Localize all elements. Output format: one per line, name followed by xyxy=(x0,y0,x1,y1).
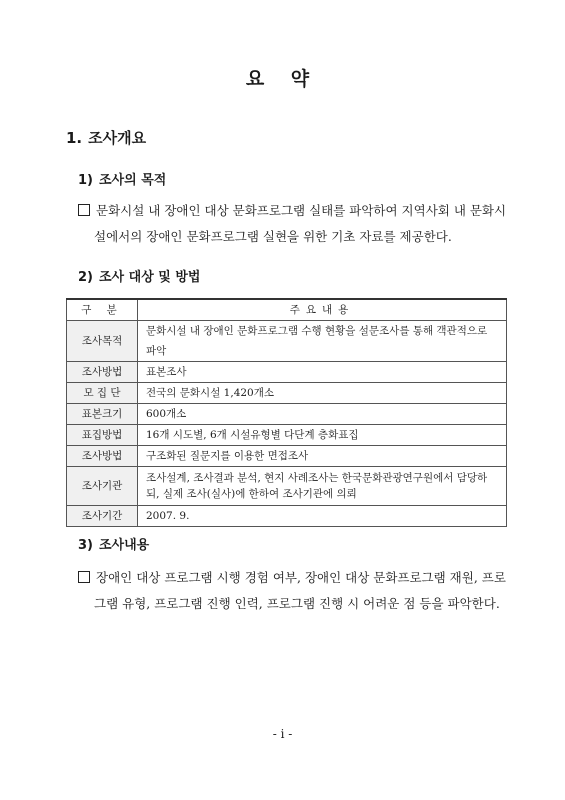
purpose-paragraph xyxy=(78,198,508,250)
table-row xyxy=(67,467,507,506)
content-paragraph xyxy=(78,565,508,617)
subsection-number: 3) xyxy=(78,538,93,553)
page-number: - i - xyxy=(272,727,293,741)
row-label: 모 집 단 xyxy=(67,383,138,404)
subsection-number: 1) xyxy=(78,173,93,188)
table-header-category: 구 분 xyxy=(67,299,138,321)
subsection-heading-method xyxy=(78,266,200,285)
row-value: 문화시설 내 장애인 문화프로그램 수행 현황을 설문조사를 통해 객관적으로 파악 xyxy=(138,321,507,362)
row-label: 조사목적 xyxy=(67,321,138,362)
row-label: 조사기관 xyxy=(67,467,138,506)
table-row xyxy=(67,425,507,446)
table-row xyxy=(67,383,507,404)
subsection-label: 조사 대상 및 방법 xyxy=(99,270,201,285)
table-header-row xyxy=(67,299,507,321)
checkbox-bullet-icon xyxy=(78,571,90,583)
row-label: 표집방법 xyxy=(67,425,138,446)
row-value: 구조화된 질문지를 이용한 면접조사 xyxy=(138,446,507,467)
subsection-number: 2) xyxy=(78,270,93,285)
table-row xyxy=(67,321,507,362)
row-label: 조사기간 xyxy=(67,506,138,527)
row-value: 표본조사 xyxy=(138,362,507,383)
section-heading-overview xyxy=(66,127,146,148)
row-value: 600개소 xyxy=(138,404,507,425)
row-label: 조사방법 xyxy=(67,362,138,383)
table-row xyxy=(67,446,507,467)
row-label: 조사방법 xyxy=(67,446,138,467)
subsection-label: 조사내용 xyxy=(99,538,150,553)
survey-summary-table xyxy=(66,298,507,527)
row-value: 조사설계, 조사결과 분석, 현지 사례조사는 한국문화관광연구원에서 담당하되, 실제 조사(실사)에 한하여 조사기관에 의뢰 xyxy=(138,467,507,506)
content-text-line2: 그램 유형, 프로그램 진행 인력, 프로그램 진행 시 어려운 점 등을 파악한다. xyxy=(94,596,500,611)
subsection-heading-purpose xyxy=(78,169,166,188)
row-label: 표본크기 xyxy=(67,404,138,425)
checkbox-bullet-icon xyxy=(78,204,90,216)
section-label: 조사개요 xyxy=(88,129,147,147)
table-header-content: 주요내용 xyxy=(138,299,507,321)
content-text-line1: 장애인 대상 프로그램 시행 경험 여부, 장애인 대상 문화프로그램 재원, 프로 xyxy=(96,570,506,585)
subsection-label: 조사의 목적 xyxy=(99,173,167,188)
table-row xyxy=(67,404,507,425)
purpose-text-line2: 설에서의 장애인 문화프로그램 실현을 위한 기초 자료를 제공한다. xyxy=(94,229,452,244)
row-value: 16개 시도별, 6개 시설유형별 다단계 층화표집 xyxy=(138,425,507,446)
section-number: 1. xyxy=(66,129,83,147)
row-value: 2007. 9. xyxy=(138,506,507,527)
purpose-text-line1: 문화시설 내 장애인 대상 문화프로그램 실태를 파악하여 지역사회 내 문화시 xyxy=(96,203,507,218)
table-row xyxy=(67,506,507,527)
subsection-heading-content xyxy=(78,534,149,553)
table-row xyxy=(67,362,507,383)
page-title: 요 약 xyxy=(245,68,320,90)
row-value: 전국의 문화시설 1,420개소 xyxy=(138,383,507,404)
